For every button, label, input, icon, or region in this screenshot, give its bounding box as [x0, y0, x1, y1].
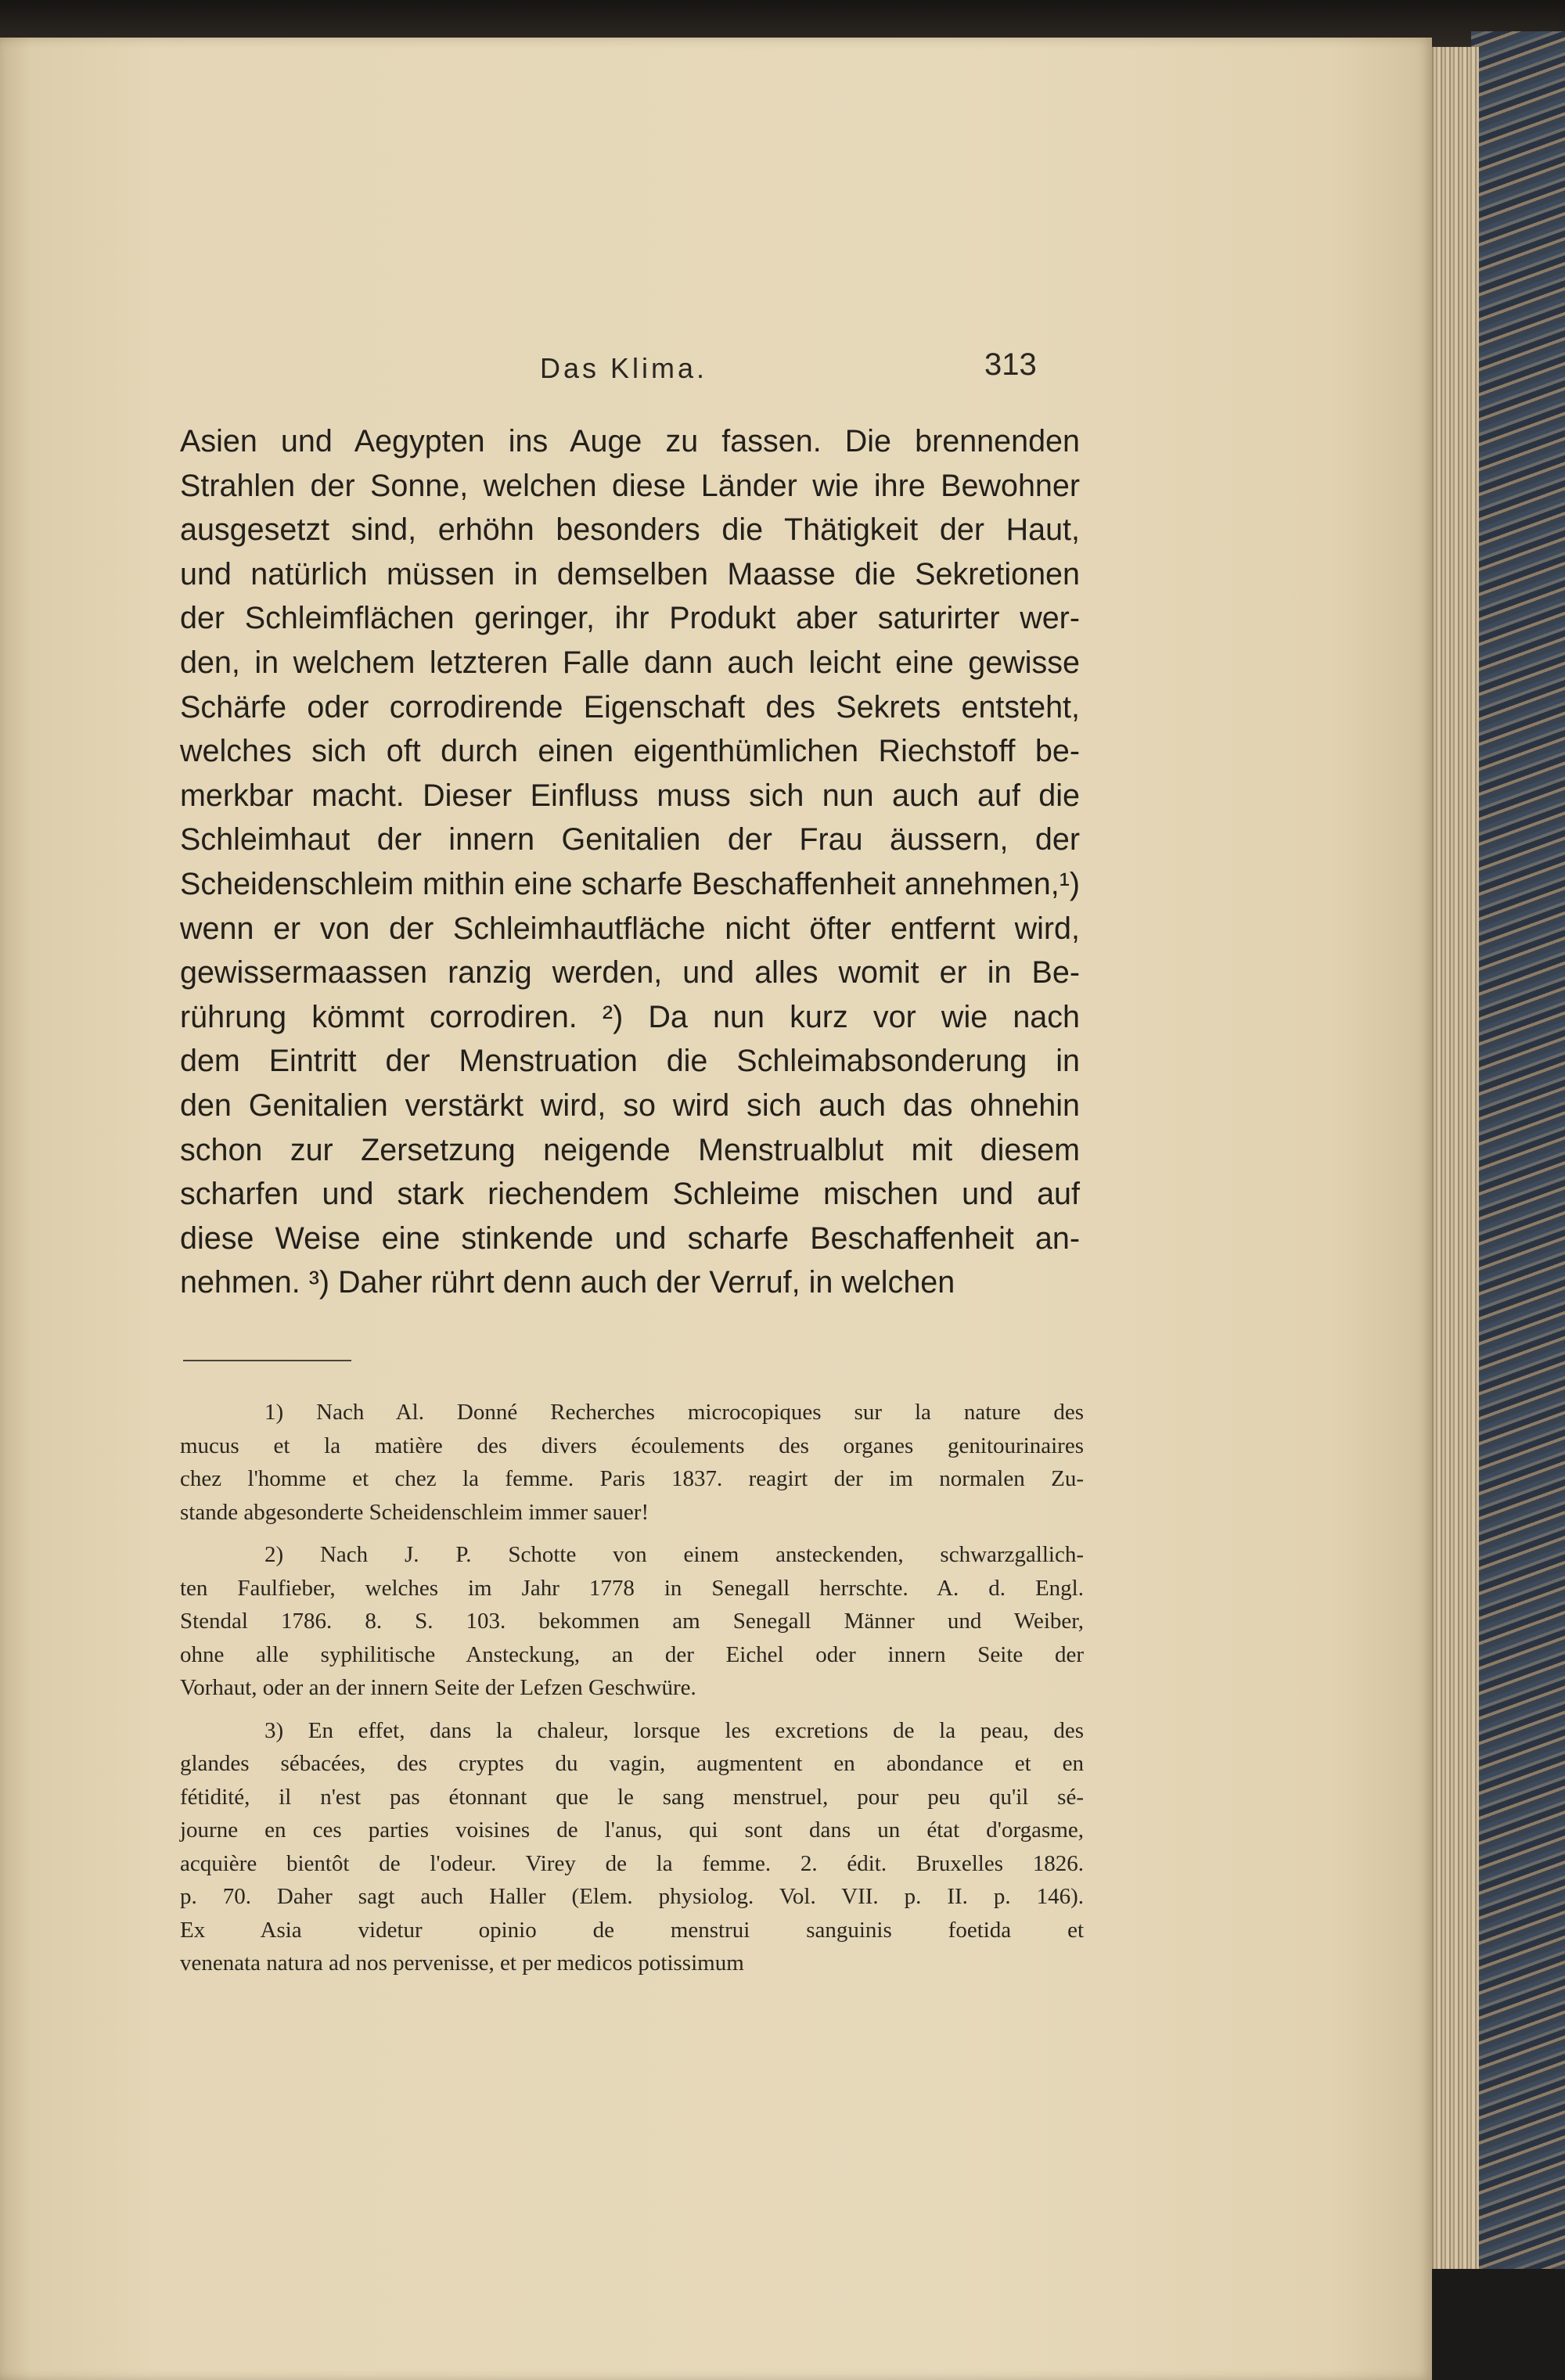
footnote-rule: [183, 1360, 351, 1361]
text-line: ausgesetzt sind, erhöhn besonders die Thätigkeit der Haut,: [180, 512, 1080, 548]
footnote-line: ten Faulfieber, welches im Jahr 1778 in Senegall herrschte. A. d. Engl.: [180, 1575, 1084, 1601]
book-page: [0, 38, 1432, 2380]
footnote-line: Vorhaut, oder an der innern Seite der Lefzen Geschwüre.: [180, 1675, 696, 1700]
text-line: diese Weise eine stinkende und scharfe Beschaffenheit an-: [180, 1221, 1080, 1256]
footnote-2: [180, 1538, 1084, 1705]
text-line: Asien und Aegypten ins Auge zu fassen. Die brennenden: [180, 424, 1080, 458]
footnote-line: 3) En effet, dans la chaleur, lorsque les excretions de la peau, des: [264, 1717, 1084, 1743]
footnote-line: stande abgesonderte Scheidenschleim immer sauer!: [180, 1499, 649, 1525]
footnote-line: 1) Nach Al. Donné Recherches microcopiques sur la nature des: [264, 1400, 1084, 1425]
footnote-1: [180, 1396, 1084, 1529]
footnote-line: 2) Nach J. P. Schotte von einem ansteckenden, schwarzgallich-: [264, 1542, 1084, 1567]
text-line: welches sich oft durch einen eigenthümlichen Riechstoff be-: [180, 734, 1080, 769]
text-line: scharfen und stark riechendem Schleime mischen und auf: [180, 1177, 1080, 1212]
text-line: merkbar macht. Dieser Einfluss muss sich nun auch auf die: [180, 778, 1080, 813]
text-line: Scheidenschleim mithin eine scharfe Beschaffenheit annehmen,¹): [180, 866, 1080, 901]
page-header: [0, 347, 1432, 399]
footnote-line: Ex Asia videtur opinio de menstrui sanguinis foetida et: [180, 1917, 1084, 1943]
footnotes: [180, 1396, 1084, 1990]
text-line: nehmen. ³) Daher rührt denn auch der Verruf, in welchen: [180, 1265, 955, 1300]
footnote-line: ohne alle syphilitische Ansteckung, an der Eichel oder innern Seite der: [180, 1641, 1084, 1667]
footnote-line: glandes sébacées, des cryptes du vagin, augmentent en abondance et en: [180, 1751, 1084, 1776]
footnote-3: [180, 1714, 1084, 1980]
running-head: Das Klima.: [540, 352, 708, 384]
footnote-line: acquière bientôt de l'odeur. Virey de la femme. 2. édit. Bruxelles 1826.: [180, 1850, 1084, 1876]
footnote-line: venenata natura ad nos pervenisse, et per medicos potissimum: [180, 1950, 744, 1976]
marbled-book-edge: [1471, 31, 1565, 2269]
footnote-line: journe en ces parties voisines de l'anus, qui sont dans un état d'orgasme,: [180, 1817, 1084, 1843]
footnote-line: chez l'homme et chez la femme. Paris 1837. reagirt der im normalen Zu-: [180, 1466, 1084, 1491]
text-line: Schärfe oder corrodirende Eigenschaft des Sekrets entsteht,: [180, 689, 1080, 724]
text-line: gewissermaassen ranzig werden, und alles womit er in Be-: [180, 955, 1080, 990]
footnote-line: mucus et la matière des divers écoulements des organes genitourinaires: [180, 1433, 1084, 1458]
text-line: den, in welchem letzteren Falle dann auch leicht eine gewisse: [180, 645, 1080, 680]
footnote-line: Stendal 1786. 8. S. 103. bekommen am Senegall Männer und Weiber,: [180, 1609, 1084, 1634]
main-text: [180, 419, 1080, 1305]
text-line: Strahlen der Sonne, welchen diese Länder wie ihre Bewohner: [180, 468, 1080, 503]
text-line: den Genitalien verstärkt wird, so wird sich auch das ohnehin: [180, 1088, 1080, 1123]
page-number: 313: [984, 347, 1037, 382]
footnote-line: p. 70. Daher sagt auch Haller (Elem. physiolog. Vol. VII. p. II. p. 146).: [180, 1884, 1084, 1909]
text-line: Schleimhaut der innern Genitalien der Frau äussern, der: [180, 822, 1080, 857]
footnote-line: fétidité, il n'est pas étonnant que le sang menstruel, pour peu qu'il sé-: [180, 1784, 1084, 1810]
text-line: und natürlich müssen in demselben Maasse die Sekretionen: [180, 556, 1080, 591]
text-line: wenn er von der Schleimhautfläche nicht öfter entfernt wird,: [180, 911, 1080, 946]
text-line: schon zur Zersetzung neigende Menstrualblut mit diesem: [180, 1132, 1080, 1167]
text-line: rührung kömmt corrodiren. ²) Da nun kurz vor wie nach: [180, 999, 1080, 1034]
text-line: der Schleimflächen geringer, ihr Produkt aber saturirter wer-: [180, 601, 1080, 636]
text-line: dem Eintritt der Menstruation die Schleimabsonderung in: [180, 1044, 1080, 1079]
